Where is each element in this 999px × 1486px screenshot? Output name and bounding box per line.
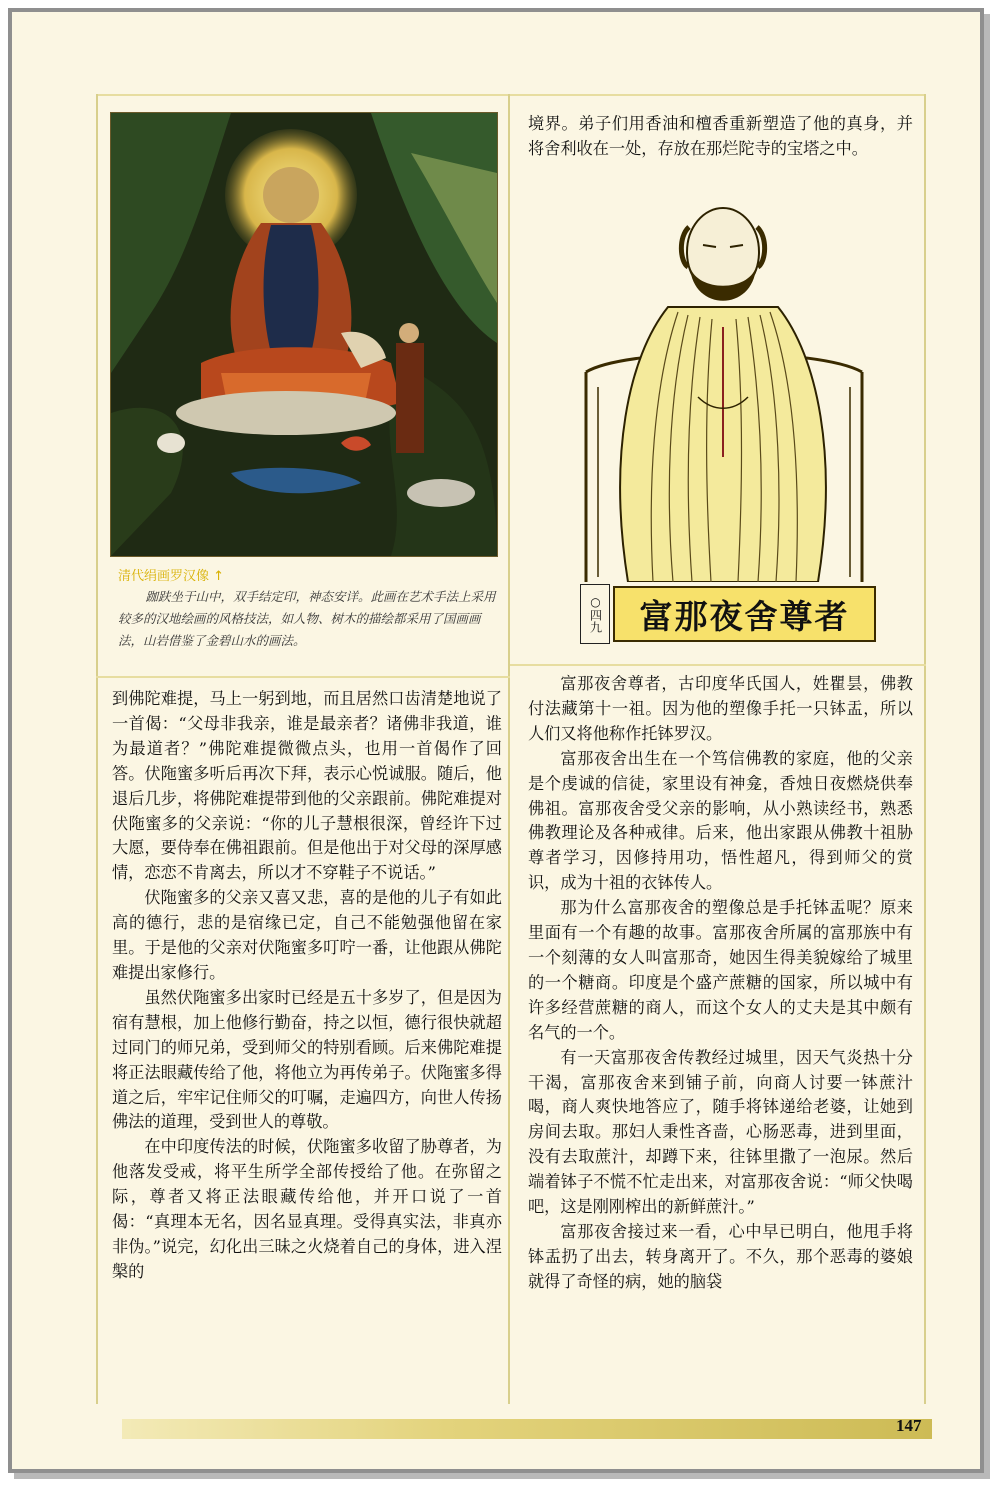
- section-title: 富那夜舍尊者: [613, 586, 876, 642]
- right-rule: [924, 94, 926, 1404]
- footer-band: [122, 1419, 932, 1439]
- caption-title: 清代绢画罗汉像 ↑: [118, 569, 225, 584]
- column-divider: [508, 94, 510, 1404]
- paragraph: 那为什么富那夜舍的塑像总是手托钵盂呢？原来里面有一个有趣的故事。富那夜舍所属的富那族中有一个刻薄的女人叫富那奇，她因生得美貌嫁给了城里的一个糖商。印度是个盛产蔗糖的国家，所以城中有许多经营蔗糖的商人，而这个女人的丈夫是其中颇有名气的一个。: [528, 898, 913, 1042]
- title-rule: [510, 664, 926, 666]
- paragraph: 有一天富那夜舍传教经过城里，因天气炎热十分干渴，富那夜舍来到铺子前，向商人讨要一钵蔗汁喝，商人爽快地答应了，随手将钵递给老婆，让她到房间去取。那妇人秉性吝啬，心肠恶毒，进到里面，没有去取蔗汁，却蹲下来，往钵里撒了一泡尿。然后端着钵子不慌不忙走出来，对富那夜舍说：“师父快喝吧，这是刚刚榨出的新鲜蔗汁。”: [528, 1047, 913, 1217]
- paragraph: 富那夜舍接过来一看，心中早已明白，他甩手将钵盂扔了出去，转身离开了。不久，那个恶毒的婆娘就得了奇怪的病，她的脑袋: [528, 1221, 913, 1291]
- paragraph: 伏陁蜜多的父亲又喜又悲，喜的是他的儿子有如此高的德行，悲的是宿缘已定，自己不能勉强他留在家里。于是他的父亲对伏陁蜜多叮咛一番，让他跟从佛陀难提出家修行。: [112, 888, 502, 982]
- page-number: 147: [896, 1416, 922, 1435]
- arhat-painting: [110, 112, 498, 557]
- paragraph: 富那夜舍尊者，古印度华氏国人，姓瞿昙，佛教付法藏第十一祖。因为他的塑像手托一只钵盂，所以人们又将他称作托钵罗汉。: [528, 674, 913, 743]
- caption-body: 跏趺坐于山中，双手结定印，神态安详。此画在艺术手法上采用较多的汉地绘画的风格技法，如人物、树木的描绘都采用了国画画法，山岩借鉴了金碧山水的画法。: [118, 589, 496, 648]
- left-column: [112, 687, 502, 1285]
- paragraph: 境界。弟子们用香油和檀香重新塑造了他的真身，并将舍利收在一处，存放在那烂陀寺的宝塔之中。: [528, 114, 913, 158]
- paragraph: 在中印度传法的时候，伏陁蜜多收留了胁尊者，为他落发受戒，将平生所学全部传授给了他。在弥留之际，尊者又将正法眼藏传给他，并开口说了一首偈：“真理本无名，因名显真理。受得真实法，非真亦非伪。”说完，幻化出三昧之火烧着自己的身体，进入涅槃的: [112, 1137, 502, 1281]
- paragraph: 虽然伏陁蜜多出家时已经是五十多岁了，但是因为宿有慧根，加上他修行勤奋，持之以恒，德行很快就超过同门的师兄弟，受到师父的特别看顾。后来佛陀难提将正法眼藏传给了他，将他立为再传弟子。伏陁蜜多得道之后，牢牢记住师父的叮嘱，走遍四方，向世人传扬佛法的道理，受到世人的尊敬。: [112, 987, 502, 1132]
- entry-number: ○四九: [580, 584, 610, 644]
- top-rule: [96, 94, 926, 96]
- furnayasha-portrait: [568, 197, 880, 582]
- right-top-text: [528, 112, 913, 162]
- paragraph: 到佛陀难提，马上一躬到地，而且居然口齿清楚地说了一首偈：“父母非我亲，谁是最亲者？诸佛非我道，谁为最道者？”佛陀难提微微点头，也用一首偈作了回答。伏陁蜜多听后再次下拜，表示心悦诚服。随后，他退后几步，将佛陀难提带到他的父亲跟前。佛陀难提对伏陁蜜多的父亲说：“你的儿子慧根很深，曾经许下过大愿，要侍奉在佛祖跟前。但是他出于对父母的深厚感情，恋恋不肯离去，所以才不穿鞋子不说话。”: [112, 689, 502, 883]
- caption-rule: [96, 676, 510, 678]
- page-frame: [8, 8, 984, 1473]
- right-column: [528, 672, 913, 1295]
- left-rule: [96, 94, 98, 1404]
- paragraph: 富那夜舍出生在一个笃信佛教的家庭，他的父亲是个虔诚的信徒，家里设有神龛，香烛日夜燃烧供奉佛祖。富那夜舍受父亲的影响，从小熟读经书，熟悉佛教理论及各种戒律。后来，他出家跟从佛教十祖胁尊者学习，因修持用功，悟性超凡，得到师父的赏识，成为十祖的衣钵传人。: [528, 748, 913, 893]
